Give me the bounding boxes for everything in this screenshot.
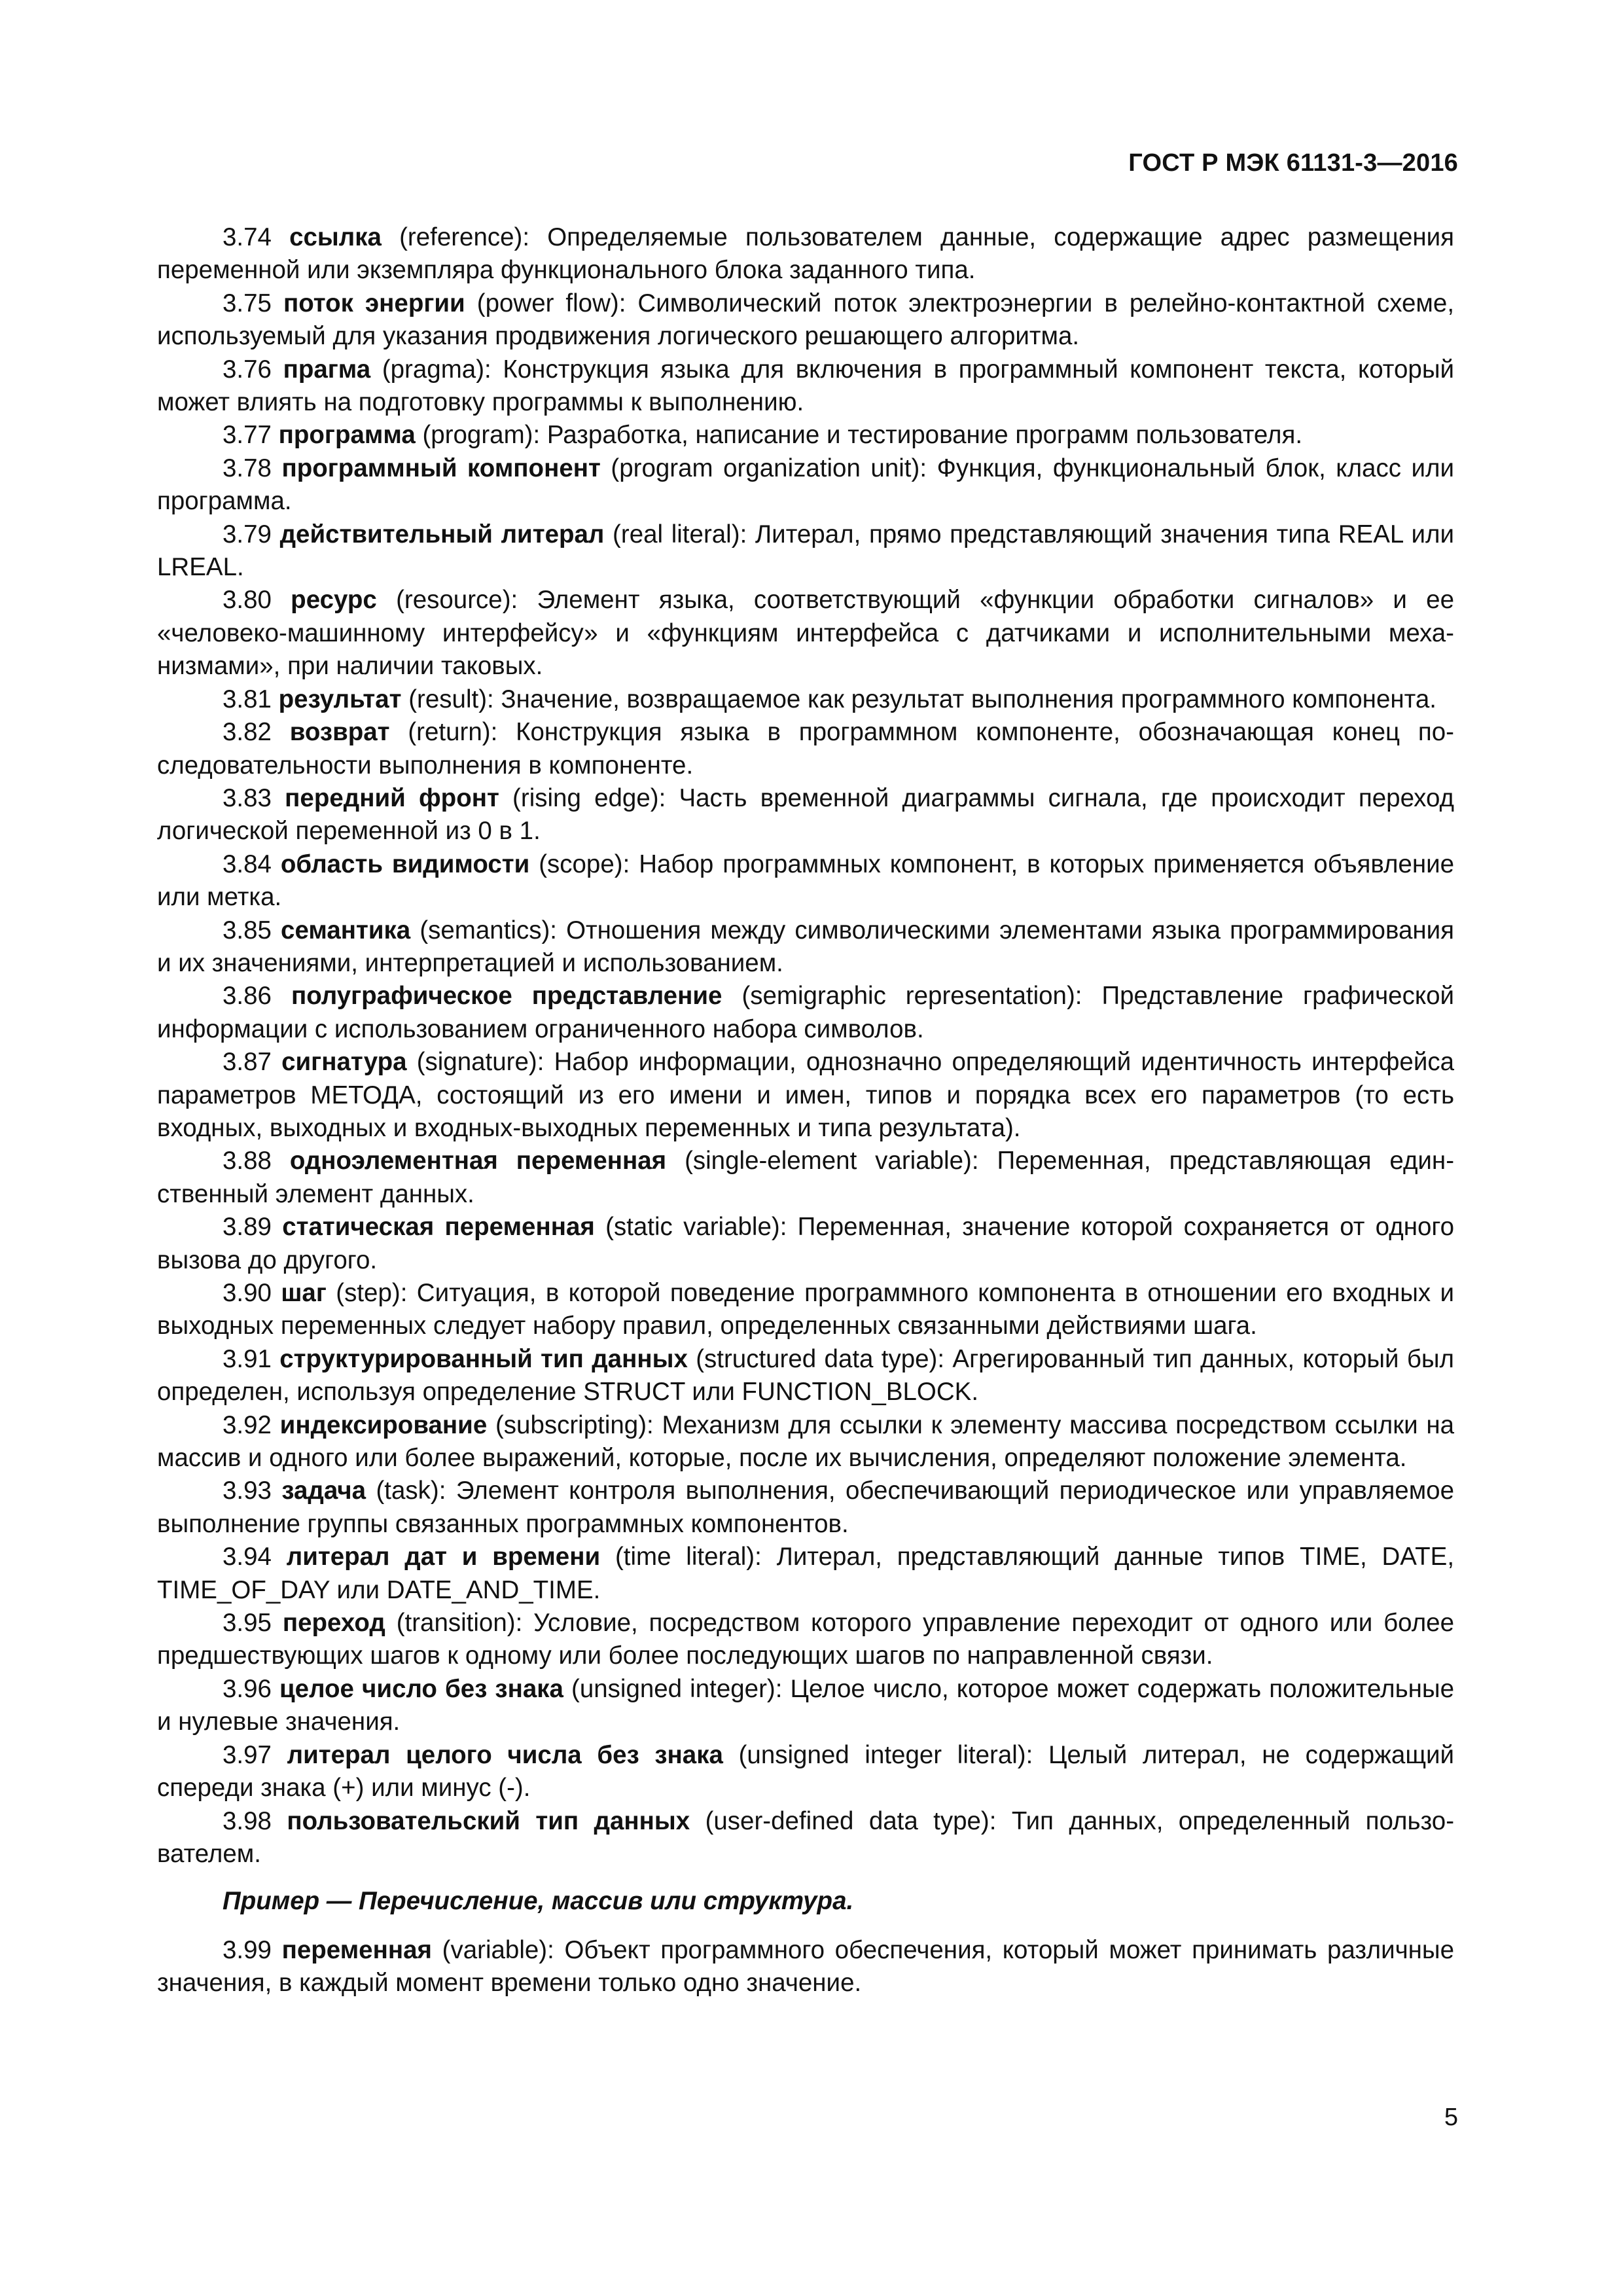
entry-term: задача [281, 1477, 366, 1505]
entry-definition: : Символический поток электроэнергии в релейно-контактной схеме, используемый для указания продвижения логического решающего алгоритма. [157, 289, 1455, 351]
definition-entry [157, 716, 1454, 782]
entry-term: программный компонент [281, 454, 601, 482]
entry-english: (scope) [539, 850, 623, 878]
entry-definition: : Разработка, написание и тестирование программ пользователя. [533, 421, 1303, 450]
entry-definition: : Условие, посредством которого управление переходит от одного или более предшествующих шагов к одному или более последующих шагов по направленной связи. [157, 1609, 1455, 1670]
entry-number: 3.96 [223, 1674, 272, 1703]
entry-term: статическая переменная [282, 1213, 595, 1242]
entry-number: 3.99 [223, 1935, 272, 1964]
entry-number: 3.83 [223, 783, 272, 812]
entry-english: (semigraphic representation) [741, 982, 1075, 1011]
entry-english: (power flow) [476, 289, 619, 317]
definition-entry [157, 848, 1454, 914]
entry-definition: : Ситуация, в которой поведение программного компонента в отношении его входных и выходных переменных следует набору правил, определенных связанными действиями шага. [157, 1279, 1455, 1340]
entry-term: семантика [281, 916, 411, 944]
definition-entry [157, 1475, 1454, 1541]
definition-entry [157, 1343, 1454, 1409]
entry-number: 3.90 [223, 1279, 272, 1307]
entry-number: 3.93 [223, 1477, 272, 1505]
definition-entry [157, 1934, 1454, 2000]
entry-number: 3.84 [223, 850, 272, 878]
entry-definition: : Значение, возвращаемое как результат выполнения программного компонента. [487, 685, 1436, 713]
entry-definition: : Набор информации, однозначно определяющий идентичность интерфейса параметров МЕТОДА, состоящий из его имени и имен, типов и порядка всех его параметров (то есть входных, выходных и входных-выходных переменных и типа результата). [157, 1048, 1454, 1142]
definition-entry [157, 1805, 1454, 1871]
entry-english: (signature) [416, 1048, 537, 1077]
page-number: 5 [1444, 2104, 1458, 2131]
entry-term: результат [278, 685, 402, 713]
definition-entry [157, 353, 1454, 420]
definition-entry [157, 1607, 1454, 1673]
entry-number: 3.78 [223, 454, 272, 482]
entry-term: переменная [281, 1935, 432, 1964]
entry-english: (transition) [396, 1609, 516, 1638]
entry-definition: : Набор программных компонент, в которых применяется объявление или метка. [157, 850, 1454, 912]
entry-number: 3.87 [223, 1048, 272, 1077]
entry-number: 3.82 [223, 718, 272, 747]
entry-english: (static variable) [605, 1213, 780, 1242]
entry-english: (variable) [442, 1935, 548, 1964]
entry-term: индексирование [279, 1410, 488, 1439]
definition-entry [157, 1046, 1454, 1145]
entry-term: пользовательский тип данных [287, 1806, 690, 1835]
entry-number: 3.94 [223, 1543, 272, 1571]
entry-english: (user-defined data type) [705, 1806, 990, 1835]
entry-definition: : Литерал, представляющий данные типов TIME, DATE, TIME_OF_DAY или DATE_AND_TIME. [157, 1543, 1455, 1604]
definition-entry [157, 1277, 1454, 1343]
entry-english: (subscripting) [495, 1410, 647, 1439]
entry-term: целое число без знака [279, 1674, 563, 1703]
entry-definition: : Объект программного обеспечения, который может принимать различные значения, в каждый момент времени только одно значение. [157, 1935, 1455, 1998]
entry-english: (real literal) [613, 520, 740, 548]
entry-number: 3.77 [223, 421, 272, 450]
entry-english: (task) [376, 1477, 439, 1505]
entry-term: действительный литерал [279, 520, 605, 548]
entry-number: 3.91 [223, 1344, 272, 1373]
definition-entry [157, 782, 1454, 848]
definition-entry [157, 287, 1454, 353]
entry-term: литерал дат и времени [286, 1543, 601, 1571]
entry-definition: : Элемент контроля выполнения, обеспечивающий периодическое или управляемое выполнение группы связанных программных компонентов. [157, 1477, 1454, 1538]
definition-entry [157, 1211, 1454, 1277]
definition-entry [157, 221, 1454, 287]
entry-number: 3.79 [223, 520, 272, 548]
entry-number: 3.76 [223, 355, 272, 384]
entry-english: (step) [336, 1279, 401, 1307]
definition-entry [157, 683, 1454, 716]
entry-definition: : Переменная, представляющая единственный элемент данных. [157, 1147, 1455, 1208]
entry-english: (resource) [396, 586, 511, 615]
definition-entry [157, 584, 1454, 683]
definition-entry [157, 419, 1454, 452]
entry-number: 3.97 [223, 1740, 272, 1769]
entry-term: шаг [281, 1279, 327, 1307]
entry-english: (unsigned integer literal) [738, 1740, 1026, 1769]
entry-definition: : Часть временной диаграммы сигнала, где происходит переход логической переменной из 0 в 1. [157, 783, 1454, 846]
entry-english: (unsigned integer) [571, 1674, 776, 1703]
entry-term: программа [278, 421, 416, 450]
entry-term: возврат [289, 718, 390, 747]
definition-entry [157, 1409, 1454, 1475]
definition-entry [157, 518, 1454, 584]
entry-definition: : Переменная, значение которой сохраняется от одного вызова до другого. [157, 1213, 1454, 1274]
entry-english: (single-element variable) [685, 1147, 972, 1175]
entry-definition: : Определяемые пользователем данные, содержащие адрес размещения переменной или экземпляра функционального блока заданного типа. [157, 223, 1454, 285]
entry-term: переход [282, 1609, 385, 1638]
definition-entry [157, 980, 1454, 1046]
definition-entry [157, 1673, 1454, 1739]
definition-entry [157, 1145, 1454, 1211]
standard-header: ГОСТ Р МЭК 61131-3—2016 [1128, 149, 1458, 177]
entry-term: одноэлементная переменная [289, 1147, 667, 1175]
entry-term: поток энергии [283, 289, 465, 317]
entry-number: 3.74 [223, 223, 272, 251]
entry-number: 3.85 [223, 916, 272, 944]
entry-term: сигнатура [281, 1048, 407, 1077]
definition-entry [157, 1541, 1454, 1607]
entry-english: (rising edge) [512, 783, 659, 812]
entry-definition: : Механизм для ссылки к элементу массива посредством ссылки на массив и одного или более выражений, которые, после их вычисления, определяют положение элемента. [157, 1410, 1454, 1473]
definition-entry [157, 914, 1454, 980]
entry-term: структурированный тип данных [279, 1344, 688, 1373]
entry-term: область видимости [280, 850, 530, 878]
entry-number: 3.98 [223, 1806, 272, 1835]
entry-english: (reference) [399, 223, 523, 251]
entry-definition: : Конструкция языка для включения в программный компонент текста, который может влиять на подготовку программы к выполнению. [157, 355, 1455, 417]
entry-number: 3.95 [223, 1609, 272, 1638]
entry-definition: : Конструкция языка в программном компоненте, обозначающая конец последовательности выполнения в компоненте. [157, 718, 1454, 780]
entry-english: (program) [422, 421, 533, 450]
entry-definition: : Функция, функциональный блок, класс или программа. [157, 454, 1454, 516]
entry-english: (pragma) [382, 355, 485, 384]
entry-term: ссылка [289, 223, 382, 251]
entry-number: 3.80 [223, 586, 272, 615]
example-note: Пример — Перечисление, массив или структура. [223, 1887, 854, 1916]
entry-term: ресурс [291, 586, 377, 615]
entry-number: 3.75 [223, 289, 272, 317]
definition-entry [157, 1739, 1454, 1805]
entry-definition: : Целое число, которое может содержать положительные и нулевые значения. [157, 1674, 1454, 1736]
entry-english: (program organization unit) [611, 454, 920, 482]
entry-definition: : Агрегированный тип данных, который был определен, используя определение STRUCT или FUNCTION_BLOCK. [157, 1344, 1455, 1407]
entry-number: 3.89 [223, 1213, 272, 1242]
entry-english: (semantics) [419, 916, 550, 944]
definitions-list [157, 221, 1454, 2000]
entry-english: (result) [408, 685, 488, 713]
entry-definition: : Отношения между символическими элементами языка программирования и их значениями, интерпретацией и использованием. [157, 916, 1455, 977]
entry-term: литерал целого числа без знака [287, 1740, 723, 1769]
entry-english: (time literal) [615, 1543, 755, 1571]
entry-english: (structured data type) [696, 1344, 938, 1373]
definition-entry [157, 452, 1454, 518]
entry-term: передний фронт [285, 783, 499, 812]
entry-term: полуграфическое представление [291, 982, 722, 1011]
entry-definition: : Литерал, прямо представляющий значения типа REAL или LREAL. [157, 520, 1455, 582]
entry-definition: : Элемент языка, соответствующий «функции обработки сигналов» и ее «человеко-машинному интерфейсу» и «функциям интерфейса с датчиками и исполнительными механизмами», при наличии таковых. [157, 586, 1454, 681]
entry-english: (return) [408, 718, 491, 747]
entry-definition: : Представление графической информации с использованием ограниченного набора символов. [157, 982, 1455, 1043]
entry-definition: : Целый литерал, не содержащий спереди знака (+) или минус (-). [157, 1740, 1455, 1803]
entry-number: 3.81 [223, 685, 272, 713]
entry-number: 3.92 [223, 1410, 272, 1439]
entry-definition: : Тип данных, определенный пользователем. [157, 1806, 1455, 1868]
entry-term: прагма [283, 355, 371, 384]
entry-number: 3.88 [223, 1147, 272, 1175]
entry-number: 3.86 [223, 982, 272, 1011]
